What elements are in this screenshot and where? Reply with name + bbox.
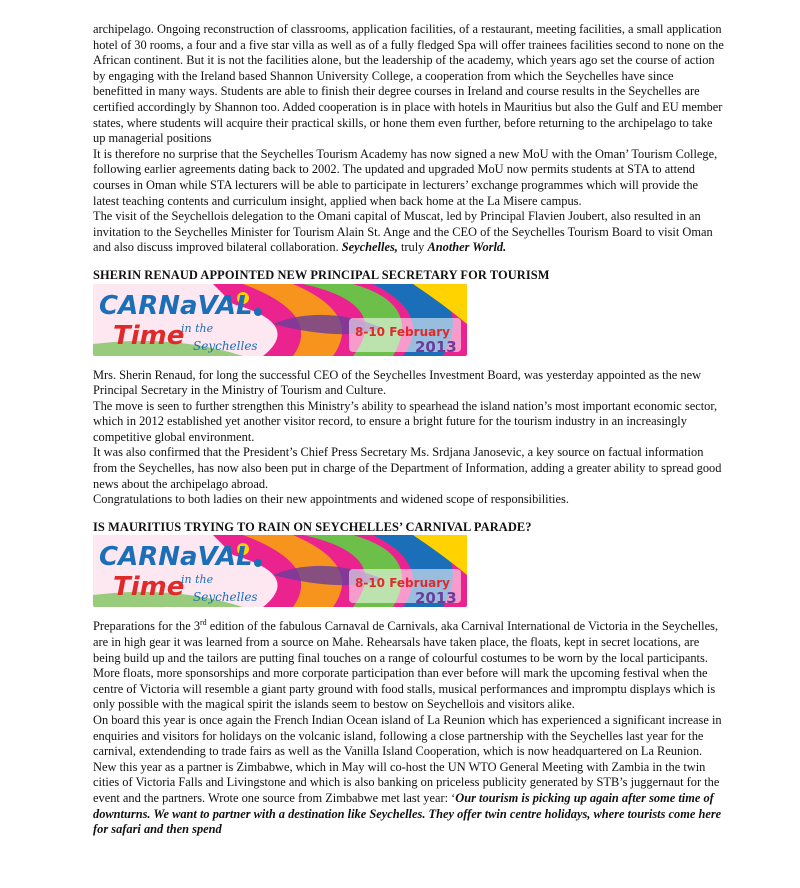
preparations-text-b: edition of the fabulous Carnaval de Carnivals, aka Carnival International de Victoria in the Seychelles, are in high gear it was learned from a source on Mahe. Rehearsals have taken place, the floats, kept in secret locations, are being build up and the tailors are putting final touches on a range of colourful costumes to be worn by the local participants. — [93, 619, 719, 665]
banner-seychelles-text: Seychelles — [193, 338, 258, 353]
carnival-banner-image — [93, 284, 467, 356]
paragraph-congratulations: Congratulations to both ladies on their new appointments and widened scope of responsibilities. — [93, 492, 569, 507]
zimbabwe-quote: Our tourism is picking up again after some time of downturns. We want to partner with a destination like Seychelles. They offer twin centre holidays, where tourists come here for safari and then spend — [93, 790, 722, 837]
banner-carnaval-text: CARNaVAL — [99, 542, 253, 573]
paragraph-oman-mou: It is therefore no surprise that the Seychelles Tourism Academy has now signed a new MoU with the Oman’ Tourism College, following earlier agreements dating back to 2002. The updated and upgraded MoU now permits students at STA to attend courses in Oman while STA lecturers will be able to participate in lecturers’ exchange programmes which will provide the latest teaching contents and curriculum insight, applied when back home at the La Misere campus. — [93, 146, 718, 208]
banner-in-the-text: in the — [181, 321, 214, 335]
paragraph-renaud-appointed: Mrs. Sherin Renaud, for long the successful CEO of the Seychelles Investment Board, was yesterday appointed as the new Principal Secretary in the Ministry of Tourism and Culture. — [93, 367, 702, 398]
heading-mauritius-carnival: IS MAURITIUS TRYING TO RAIN ON SEYCHELLES’ CARNIVAL PARADE? — [93, 519, 532, 534]
paragraph-muscat-visit — [93, 209, 725, 256]
paragraph-carnival-preparations — [93, 619, 725, 666]
preparations-text-a: Preparations for the 3 — [93, 619, 201, 634]
banner-year-text: 2013 — [415, 337, 457, 356]
carnival-banner-1 — [93, 284, 467, 356]
banner-time-text: Time — [113, 572, 185, 603]
paragraph-janosevic: It was also confirmed that the President’s Chief Press Secretary Ms. Srdjana Janosevic, a key source on factual information from the Seychelles, has now also been put in charge of the Department of Information, adding a greater ability to spread good news about the archipelago abroad. — [93, 445, 722, 491]
ordinal-suffix: rd — [200, 618, 207, 628]
muscat-visit-text: The visit of the Seychellois delegation to the Omani capital of Muscat, led by Principal Flavien Joubert, also resulted in an invitation to the Seychelles Minister for Tourism Alain St. Ange and the CEO of the Seychelles Tourism Board to visit Oman and also discuss improved bilateral collaboration. — [93, 209, 713, 255]
paragraph-ministry-strength: The move is seen to further strengthen this Ministry’s ability to spearhead the island nation’s most important economic sector, which in 2012 established yet another visitor record, to ensure a bright future for the tourism industry in an increasingly competitive global environment. — [93, 398, 718, 444]
signature-truly: truly — [397, 240, 428, 255]
paragraph-academy-facilities: archipelago. Ongoing reconstruction of classrooms, application facilities, of a restaurant, meeting facilities, a small application hotel of 30 rooms, a four and a five star villa as well as of a fully fledged Spa will offer trainees facilities second to none on the African continent. But it is not the facilities alone, but the leadership of the academy, which years ago set the course of action by engaging with the Ireland based Shannon University College, a cooperation from which the Seychelles have since benefitted in many ways. Students are able to finish their degree courses in Ireland and course results in the Seychelles are certified accordingly by Shannon too. Added cooperation is in place with hotels in Mauritius but also the Gulf and EU member states, where students will acquire their practical skills, or hone them even further, before returning to the archipelago to take up managerial positions — [93, 22, 724, 146]
carnival-banner-2 — [93, 535, 467, 607]
carnival-banner-image — [93, 535, 467, 607]
banner-time-text: Time — [113, 320, 185, 351]
signature-another-world: Another World. — [427, 240, 507, 255]
banner-seychelles-text: Seychelles — [193, 590, 258, 605]
banner-dates-text: 8-10 February — [355, 576, 450, 591]
paragraph-la-reunion-zimbabwe — [93, 713, 725, 838]
banner-carnaval-text: CARNaVAL — [99, 290, 253, 321]
document-page — [93, 22, 725, 838]
heading-sherin-renaud: SHERIN RENAUD APPOINTED NEW PRINCIPAL SECRETARY FOR TOURISM — [93, 267, 550, 282]
banner-in-the-text: in the — [181, 573, 214, 587]
signature-seychelles: Seychelles, — [341, 240, 398, 255]
partners-text: On board this year is once again the French Indian Ocean island of La Reunion which has experienced a significant increase in enquiries and visitors for holidays on the volcanic island, following a close partnership with the Seychelles last year for the carnival, extendending to trade fairs as well as the Vanilla Island Cooperation, which is now headquartered on La Reunion. New this year as a partner is Zimbabwe, which in May will co-host the UN WTO General Meeting with Zambia in the twin cities of Victoria Falls and Livingstone and which is also banking on priceless publicity generated by STB’s juggernaut for the event and the partners. Wrote one source from Zimbabwe met last year: ‘ — [93, 713, 722, 805]
paragraph-more-floats: More floats, more sponsorships and more corporate participation than ever before will mark the upcoming festival when the centre of Victoria will resemble a giant party ground with food stalls, musical performances and impromptu displays which is only possible with the magical spirit the islands seem to bestow on Seychellois and visitors alike. — [93, 666, 716, 712]
banner-dates-text: 8-10 February — [355, 324, 450, 339]
banner-year-text: 2013 — [415, 589, 457, 608]
